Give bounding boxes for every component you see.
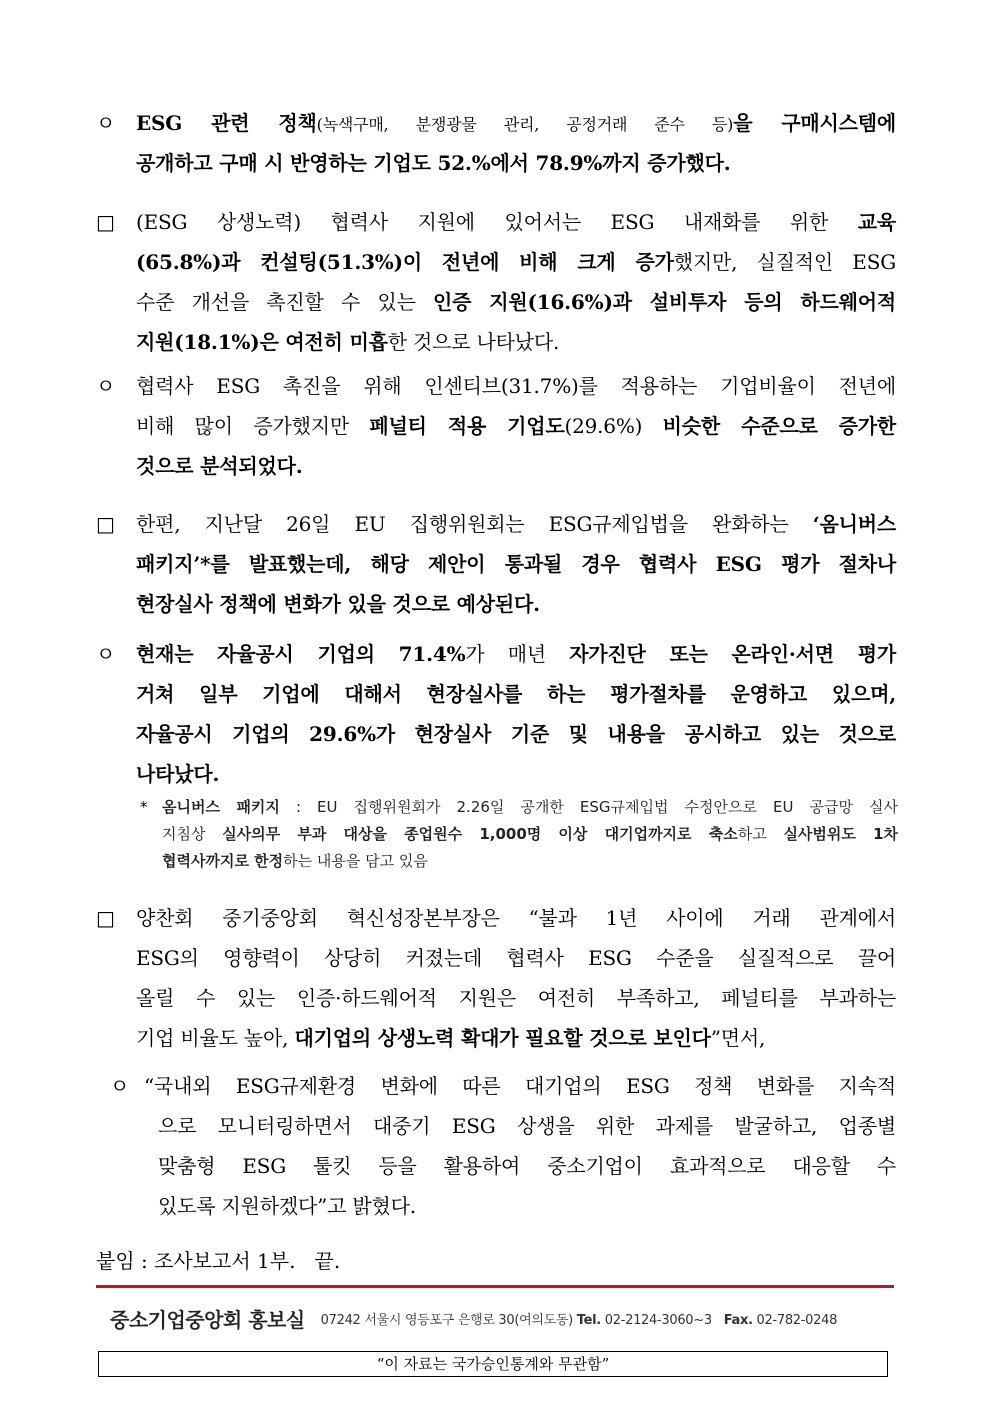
paragraph-quote-director	[96, 898, 896, 1058]
circle-bullet-icon: ㅇ	[110, 1074, 130, 1098]
text-line: 거쳐 일부 기업에 대해서 현장실사를 하는 평가절차를 운영하고 있으며,	[136, 682, 896, 706]
text-line: ESG의 영향력이 상당히 커졌는데 협력사 ESG 수준을 실질적으로 끌어	[136, 946, 896, 970]
text-line: 나타났다.	[136, 762, 220, 786]
square-bullet-icon: □	[96, 512, 115, 536]
statistics-disclaimer: “이 자료는 국가승인통계와 무관함”	[98, 1351, 888, 1377]
text-line: “국내외 ESG규제환경 변화에 따른 대기업의 ESG 정책 변화를 지속적	[144, 1074, 896, 1098]
footnote-line: 지침상 실사의무 부과 대상을 종업원수 1,000명 이상 대기업까지로 축소하고 실사범위도 1차	[162, 825, 898, 843]
text-line: 기업 비율도 높아, 대기업의 상생노력 확대가 필요할 것으로 보인다”면서,	[136, 1026, 766, 1050]
circle-bullet-icon: ㅇ	[96, 111, 116, 135]
text-line: 지원(18.1%)은 여전히 미흡한 것으로 나타났다.	[136, 330, 560, 354]
footer-org-name: 중소기업중앙회 홍보실	[110, 1307, 305, 1332]
paragraph-quote-plan	[110, 1066, 896, 1226]
text-line: (65.8%)과 컨설팅(51.3%)이 전년에 비해 크게 증가했지만, 실질적인 ESG	[136, 250, 896, 274]
text-line: 으로 모니터링하면서 대중기 ESG 상생을 위한 과제를 발굴하고, 업종별	[158, 1114, 896, 1138]
text-line: 비해 많이 증가했지만 페널티 적용 기업도(29.6%) 비슷한 수준으로 증가한	[136, 414, 896, 438]
text-line: (ESG 상생노력) 협력사 지원에 있어서는 ESG 내재화를 위한 교육	[136, 210, 896, 234]
paragraph-win-win-effort	[96, 202, 896, 362]
footer-contact: 07242 서울시 영등포구 은행로 30(여의도동) Tel. 02-2124-3060~3 Fax. 02-782-0248	[320, 1312, 838, 1328]
square-bullet-icon: □	[96, 906, 115, 930]
circle-bullet-icon: ㅇ	[96, 642, 116, 666]
footnote-line: 옴니버스 패키지 : EU 집행위원회가 2.26일 공개한 ESG규제입법 수정안으로 EU 공급망 실사	[162, 798, 898, 816]
text-line: 현재는 자율공시 기업의 71.4%가 매년 자가진단 또는 온라인·서면 평가	[136, 642, 896, 666]
footnote-line: 협력사까지로 한정하는 내용을 담고 있음	[162, 852, 428, 870]
text-line: 한편, 지난달 26일 EU 집행위원회는 ESG규제입법을 완화하는 ‘옴니버스	[136, 512, 896, 536]
paragraph-esg-policy	[96, 103, 896, 183]
paragraph-self-disclosure	[96, 634, 896, 794]
text-line: 수준 개선을 촉진할 수 있는 인증 지원(16.6%)과 설비투자 등의 하드웨어적	[136, 290, 897, 314]
text-line: 공개하고 구매 시 반영하는 기업도 52.%에서 78.9%까지 증가했다.	[136, 151, 731, 175]
circle-bullet-icon: ㅇ	[96, 374, 116, 398]
paragraph-incentive	[96, 366, 896, 486]
text-line: 자율공시 기업의 29.6%가 현장실사 기준 및 내용을 공시하고 있는 것으로	[136, 722, 896, 746]
text-line: ESG 관련 정책(녹색구매, 분쟁광물 관리, 공정거래 준수 등)을 구매시스템에	[136, 111, 897, 135]
footer	[110, 1300, 890, 1336]
asterisk-marker: *	[140, 798, 148, 816]
text-line: 현장실사 정책에 변화가 있을 것으로 예상된다.	[136, 592, 540, 616]
text-line: 맞춤형 ESG 툴킷 등을 활용하여 중소기업이 효과적으로 대응할 수	[158, 1154, 896, 1178]
square-bullet-icon: □	[96, 210, 115, 234]
footer-divider	[96, 1285, 894, 1288]
paragraph-omnibus	[96, 504, 896, 624]
text-line: 협력사 ESG 촉진을 위해 인센티브(31.7%)를 적용하는 기업비율이 전년에	[136, 374, 896, 398]
text-line: 양찬회 중기중앙회 혁신성장본부장은 “불과 1년 사이에 거래 관계에서	[136, 906, 896, 930]
footnote-omnibus-package	[140, 794, 898, 875]
text-line: 것으로 분석되었다.	[136, 454, 303, 478]
text-line: 올릴 수 있는 인증·하드웨어적 지원은 여전히 부족하고, 페널티를 부과하는	[136, 986, 896, 1010]
attachment-line: 붙임 : 조사보고서 1부. 끝.	[96, 1249, 341, 1273]
text-line: 패키지’*를 발표했는데, 해당 제안이 통과될 경우 협력사 ESG 평가 절차나	[136, 552, 896, 576]
text-line: 있도록 지원하겠다”고 밝혔다.	[158, 1194, 416, 1218]
